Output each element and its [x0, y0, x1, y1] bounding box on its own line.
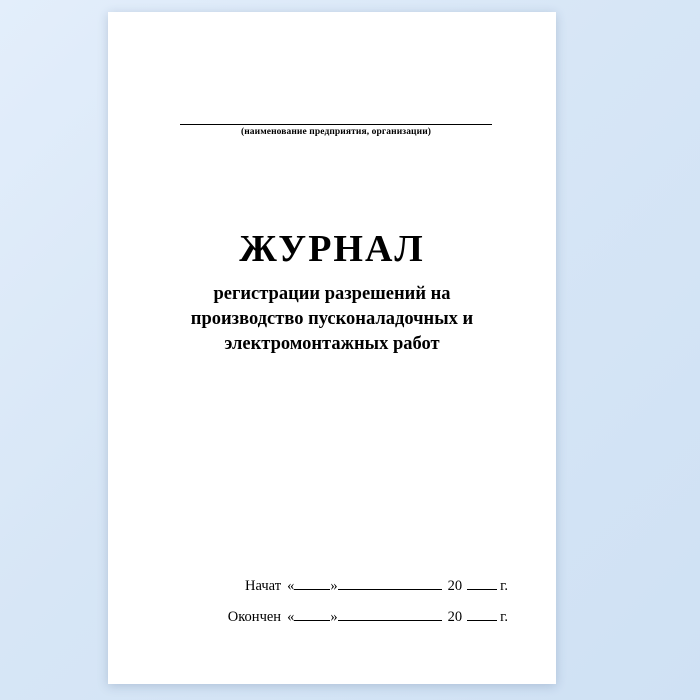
- end-year-suffix: г.: [500, 609, 508, 625]
- start-date-row: [168, 578, 508, 595]
- subtitle-line-3: электромонтажных работ: [224, 333, 440, 354]
- end-quote-close: »: [330, 609, 338, 625]
- end-month-blank: [338, 620, 442, 621]
- start-quote-open: «: [287, 578, 295, 594]
- end-day-blank: [294, 620, 330, 621]
- end-year-prefix: 20: [447, 609, 463, 625]
- organization-name-caption: (наименование предприятия, организации): [240, 127, 432, 137]
- end-date-label: Окончен: [227, 609, 282, 625]
- document-subtitle: [136, 282, 528, 357]
- start-date-label: Начат: [245, 578, 282, 594]
- end-date-row: [168, 609, 508, 626]
- subtitle-line-1: регистрации разрешений на: [213, 283, 451, 304]
- document-title-block: [136, 230, 528, 357]
- end-year-blank: [467, 620, 497, 621]
- organization-name-block: [180, 108, 492, 137]
- page-title: ЖУРНАЛ: [239, 228, 425, 270]
- document-page: [108, 12, 556, 684]
- document-footer-block: [168, 578, 508, 640]
- subtitle-line-2: производство пусконаладочных и: [190, 308, 474, 329]
- start-quote-close: »: [330, 578, 338, 594]
- start-day-blank: [294, 589, 330, 590]
- organization-name-blank-line: [180, 108, 492, 125]
- start-month-blank: [338, 589, 442, 590]
- start-year-prefix: 20: [447, 578, 463, 594]
- start-year-suffix: г.: [500, 578, 508, 594]
- end-quote-open: «: [287, 609, 295, 625]
- start-year-blank: [467, 589, 497, 590]
